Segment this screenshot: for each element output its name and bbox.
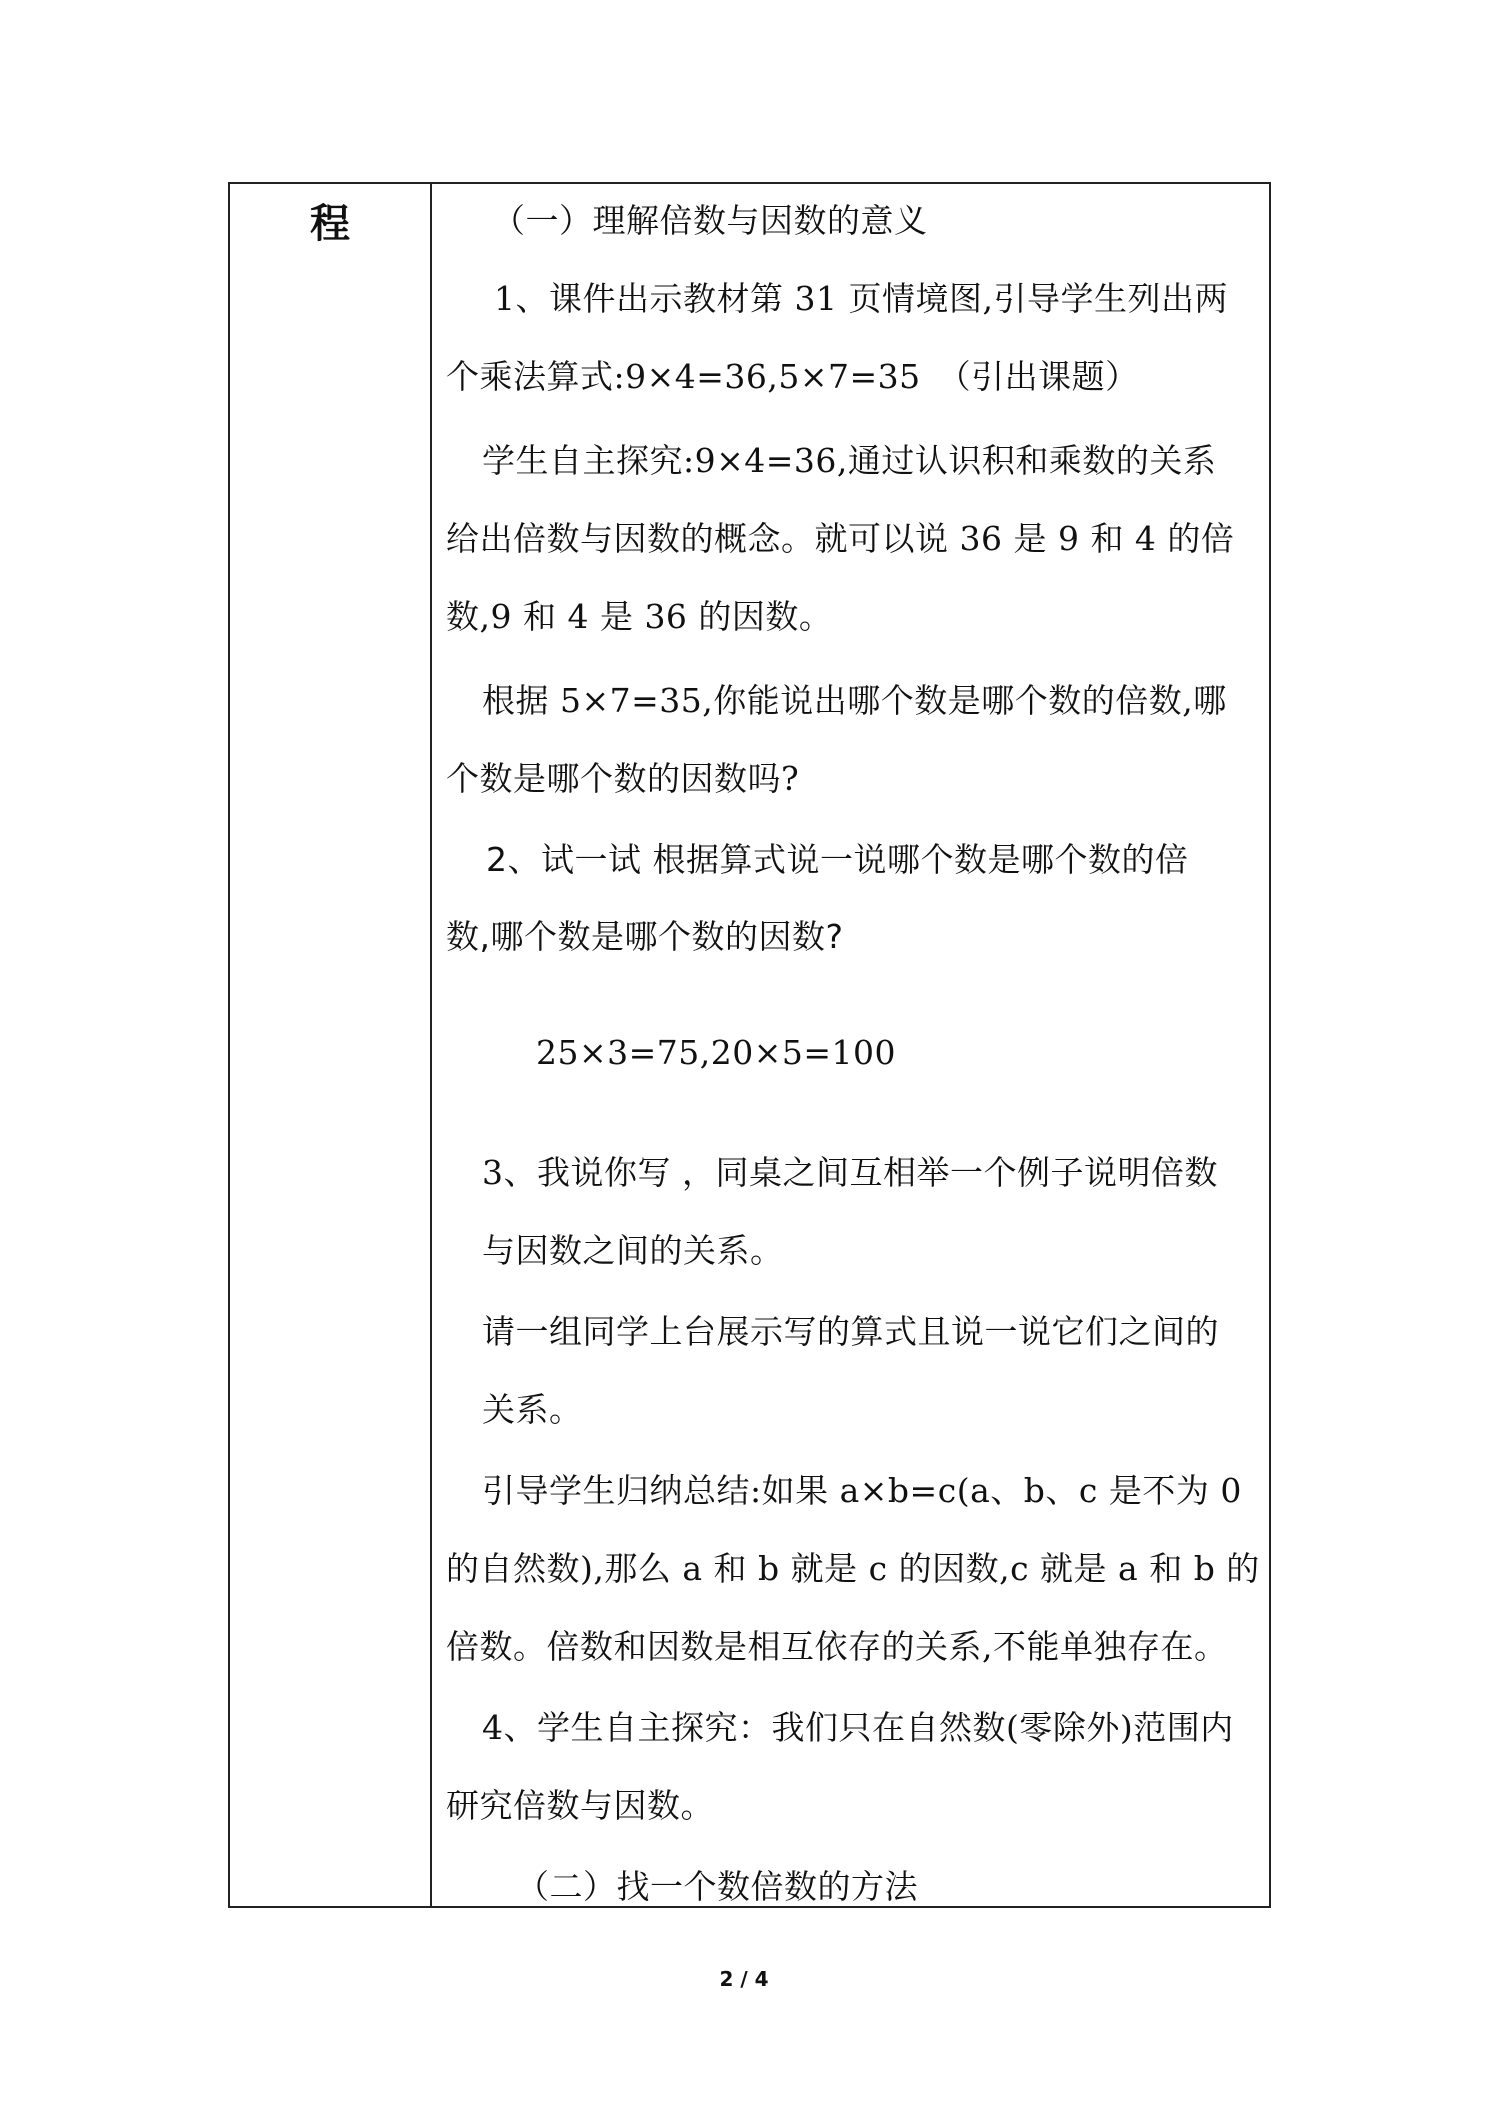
text-line: 学生自主探究:9×4=36,通过认识积和乘数的关系 (482, 441, 1217, 480)
text-line: 2、试一试 根据算式说一说哪个数是哪个数的倍 (486, 840, 1189, 879)
text-line: 倍数。倍数和因数是相互依存的关系,不能单独存在。 (446, 1627, 1228, 1666)
text-line: 与因数之间的关系。 (482, 1231, 784, 1270)
text-line: 请一组同学上台展示写的算式且说一说它们之间的 (482, 1312, 1219, 1351)
text-line: 3、我说你写 ，同桌之间互相举一个例子说明倍数 (482, 1153, 1218, 1192)
heading-understand-multiples: （一）理解倍数与因数的意义 (492, 201, 928, 240)
left-column (230, 184, 432, 1906)
equation-line: 25×3=75,20×5=100 (536, 1033, 897, 1072)
heading-find-multiples: （二）找一个数倍数的方法 (516, 1867, 918, 1906)
section-label: 程 (310, 201, 350, 247)
text-line: 的自然数),那么 a 和 b 就是 c 的因数,c 就是 a 和 b 的 (446, 1549, 1260, 1588)
text-line: 根据 5×7=35,你能说出哪个数是哪个数的倍数,哪 (482, 681, 1227, 720)
text-line: 研究倍数与因数。 (446, 1786, 714, 1825)
page-number: 2 / 4 (719, 1967, 769, 1991)
text-line: 引导学生归纳总结:如果 a×b=c(a、b、c 是不为 0 (482, 1471, 1242, 1510)
text-line: 个数是哪个数的因数吗? (446, 759, 800, 798)
text-line: 数,9 和 4 是 36 的因数。 (446, 597, 833, 636)
text-line: 关系。 (482, 1390, 583, 1429)
lesson-table (228, 182, 1271, 1908)
text-line: 个乘法算式:9×4=36,5×7=35 （引出课题） (446, 357, 1139, 396)
text-line: 给出倍数与因数的概念。就可以说 36 是 9 和 4 的倍 (446, 519, 1235, 558)
text-line: 数,哪个数是哪个数的因数? (446, 917, 844, 956)
text-line: 1、课件出示教材第 31 页情境图,引导学生列出两 (494, 279, 1228, 318)
content-column (432, 184, 1269, 1906)
text-line: 4、学生自主探究：我们只在自然数(零除外)范围内 (482, 1708, 1234, 1747)
